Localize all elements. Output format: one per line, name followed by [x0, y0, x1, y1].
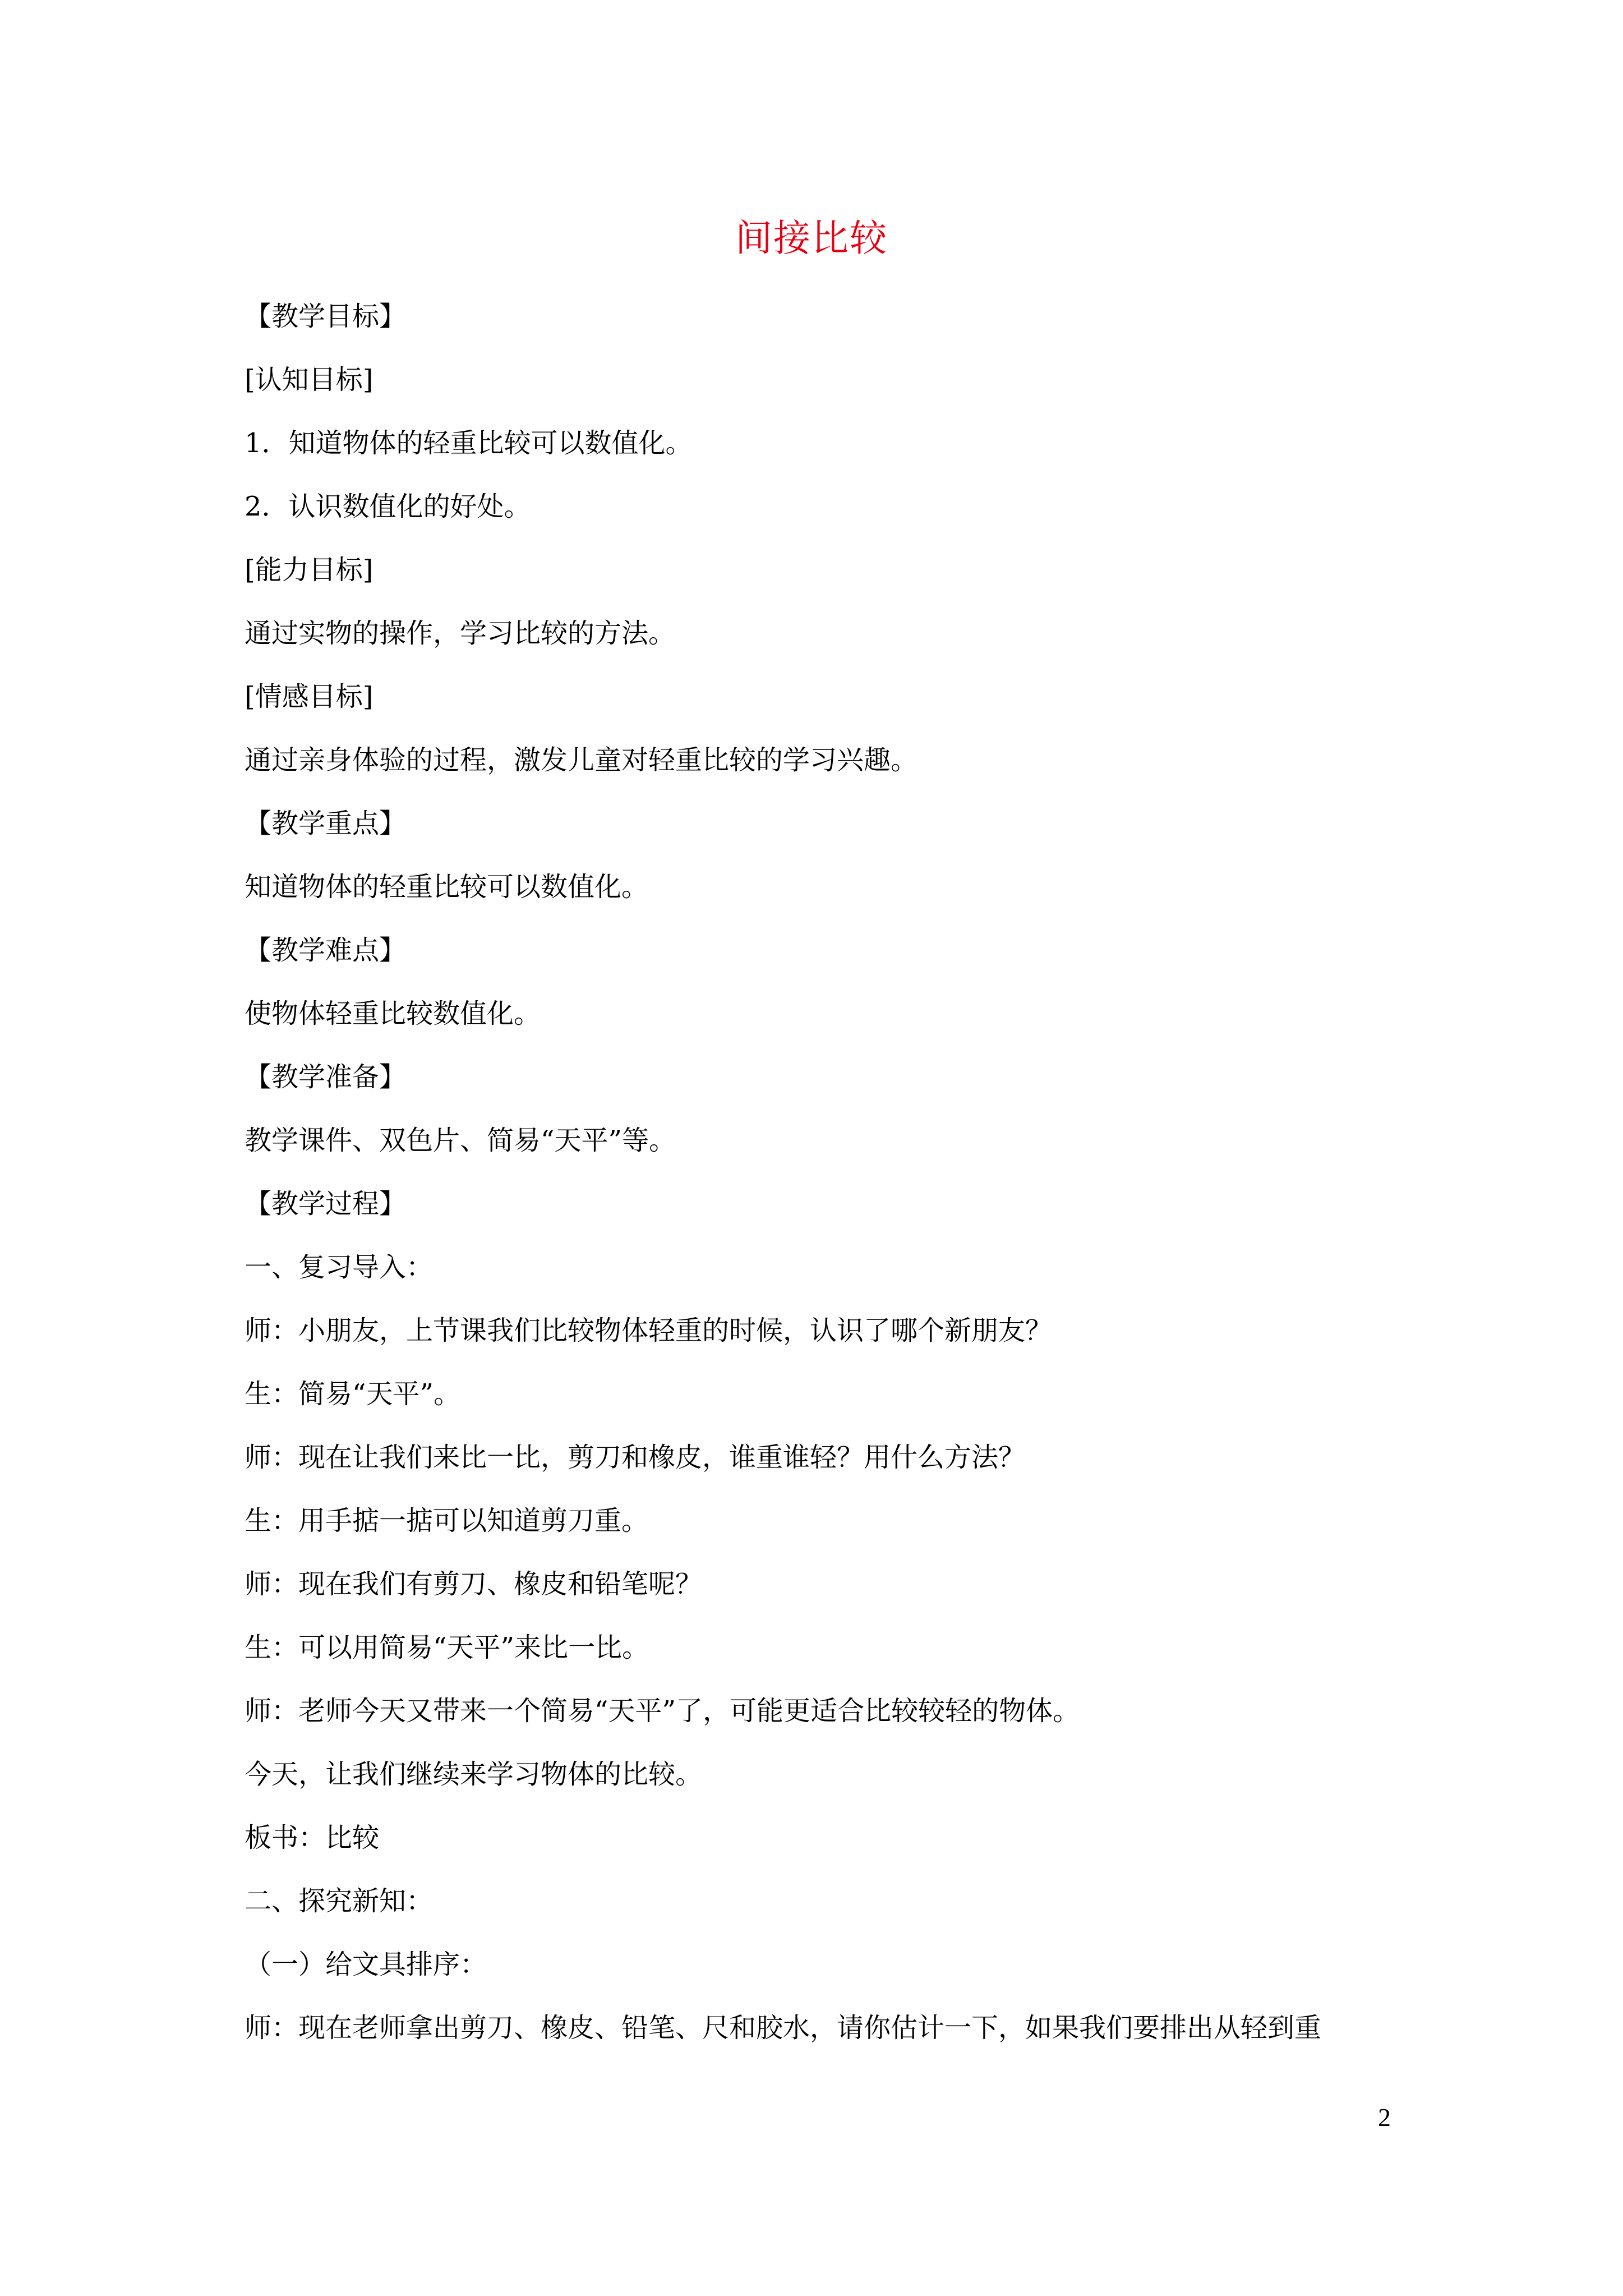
dialogue-line: 师：现在我们有剪刀、橡皮和铅笔呢？ — [245, 1568, 703, 1600]
dialogue-line: 生：简易“天平”。 — [245, 1378, 461, 1410]
paragraph-line: 通过亲身体验的过程，激发儿童对轻重比较的学习兴趣。 — [245, 744, 918, 776]
dialogue-line: 师：现在老师拿出剪刀、橡皮、铅笔、尺和胶水，请你估计一下，如果我们要排出从轻到重 — [245, 2012, 1322, 2044]
paragraph-line: 1．知道物体的轻重比较可以数值化。 — [245, 427, 693, 459]
subheading-cognitive-objectives: [认知目标] — [245, 364, 374, 395]
heading-teaching-process: 【教学过程】 — [245, 1188, 407, 1220]
section-review-intro: 一、复习导入： — [245, 1251, 434, 1283]
paragraph-line: 2．认识数值化的好处。 — [245, 491, 531, 522]
dialogue-line: 师：现在让我们来比一比，剪刀和橡皮，谁重谁轻？用什么方法？ — [245, 1442, 1026, 1473]
paragraph-line: 今天，让我们继续来学习物体的比较。 — [245, 1759, 703, 1790]
heading-teaching-difficulty: 【教学难点】 — [245, 935, 407, 966]
paragraph-line: 使物体轻重比较数值化。 — [245, 998, 541, 1029]
page-number: 2 — [1378, 2103, 1391, 2132]
paragraph-line: 教学课件、双色片、简易“天平”等。 — [245, 1125, 676, 1156]
section-explore-new: 二、探究新知： — [245, 1885, 434, 1917]
board-writing: 板书：比较 — [245, 1822, 380, 1853]
paragraph-line: 通过实物的操作，学习比较的方法。 — [245, 618, 676, 649]
heading-teaching-focus: 【教学重点】 — [245, 808, 407, 839]
dialogue-line: 师：老师今天又带来一个简易“天平”了，可能更适合比较较轻的物体。 — [245, 1695, 1080, 1727]
dialogue-line: 生：用手掂一掂可以知道剪刀重。 — [245, 1505, 649, 1536]
subheading-emotional-objectives: [情感目标] — [245, 681, 374, 712]
subheading-ability-objectives: [能力目标] — [245, 554, 374, 586]
paragraph-line: 知道物体的轻重比较可以数值化。 — [245, 871, 649, 903]
heading-teaching-objectives: 【教学目标】 — [245, 301, 407, 332]
document-title: 间接比较 — [735, 217, 888, 260]
heading-teaching-preparation: 【教学准备】 — [245, 1061, 407, 1093]
dialogue-line: 生：可以用简易“天平”来比一比。 — [245, 1632, 649, 1663]
dialogue-line: 师：小朋友，上节课我们比较物体轻重的时候，认识了哪个新朋友？ — [245, 1315, 1053, 1346]
subsection-sort-stationery: （一）给文具排序： — [245, 1949, 487, 1980]
